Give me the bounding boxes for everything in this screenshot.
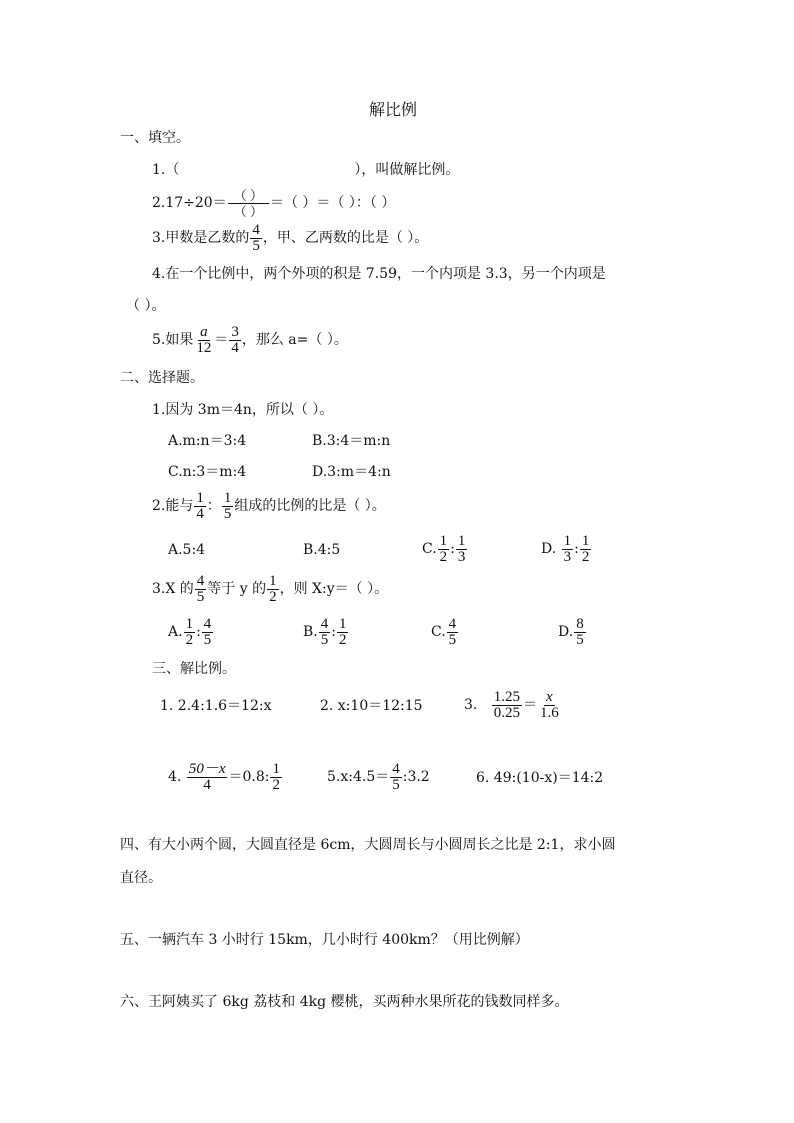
- fill-q1: [152, 161, 459, 179]
- choice-q2-d-sep: :: [574, 541, 579, 557]
- choice-q3-b-frac2: [337, 617, 349, 648]
- choice-q2-c-n1: 1: [439, 532, 448, 549]
- choice-q3-a-d1: 2: [185, 631, 194, 648]
- fill-q1-post: ），叫做解比例。: [354, 162, 460, 178]
- choice-q2-pre: 2.能与: [152, 498, 194, 514]
- section-1-heading: 一、填空。: [120, 130, 190, 146]
- proportion-6: 6. 49:(10-x)＝14:2: [476, 770, 604, 786]
- choice-q2-d-n2: 1: [581, 532, 590, 549]
- choice-q2-d-label: D.: [541, 541, 557, 557]
- proportion-3-eq: ＝: [522, 697, 537, 713]
- proportion-1: 1. 2.4:1.6＝12:x: [160, 698, 272, 714]
- choice-q2-option-c: [422, 532, 468, 566]
- proportion-3-frac2: [538, 690, 561, 721]
- section-3-heading: 三、解比例。: [152, 661, 236, 677]
- choice-q3-mid: 等于 y 的: [207, 581, 267, 597]
- choice-q3-c-n: 4: [448, 615, 457, 632]
- proportion-5-d: 5: [392, 776, 400, 793]
- choice-q2-c-d1: 2: [439, 548, 448, 565]
- choice-q3-frac1: [195, 574, 207, 605]
- fill-q5-pre: 5.如果: [152, 332, 194, 348]
- choice-q1-option-b: B.3:4＝m:n: [312, 433, 391, 449]
- choice-q2-sep: ：: [206, 498, 221, 514]
- fill-q2-num: （ ）: [228, 188, 269, 204]
- proportion-3-n1: 1.25: [493, 688, 520, 705]
- choice-q3-a-frac2: [202, 617, 214, 648]
- choice-q2-c-n2: 1: [457, 532, 466, 549]
- choice-q2-den2: 5: [223, 505, 232, 522]
- choice-q3-d-label: D.: [558, 624, 574, 640]
- proportion-5-pre: 5.x:4.5＝: [327, 769, 390, 785]
- choice-q3-post: ，则 X:y＝（ ）。: [279, 581, 389, 597]
- choice-q3-b-sep: :: [331, 624, 336, 640]
- section-2-heading: 二、选择题。: [120, 370, 204, 386]
- choice-q2-option-a: A.5:4: [168, 542, 206, 558]
- choice-q2-d-frac2: [580, 534, 592, 565]
- fill-q4-line1: 4.在一个比例中，两个外项的积是 7.59，一个内项是 3.3，另一个内项是: [152, 266, 606, 282]
- fill-q3-pre: 3.甲数是乙数的: [152, 230, 250, 246]
- choice-q2-c-d2: 3: [457, 548, 466, 565]
- choice-q3-a-label: A.: [168, 624, 183, 640]
- choice-q2-d-frac1: [562, 534, 574, 565]
- choice-q2-c-label: C.: [422, 541, 437, 557]
- choice-q3-b-n2: 1: [338, 615, 347, 632]
- choice-q3-stem: [152, 572, 388, 606]
- fill-q2-den: （ ）: [233, 203, 263, 219]
- choice-q3-d-d: 5: [576, 631, 584, 648]
- choice-q2-frac1: [194, 491, 206, 522]
- fill-q5-frac1: [194, 325, 213, 356]
- proportion-5-frac: [390, 762, 402, 793]
- fill-q3-post: ，甲、乙两数的比是（ ）。: [262, 230, 429, 246]
- choice-q2-num2: 1: [223, 489, 232, 506]
- choice-q3-a-n2: 4: [203, 615, 212, 632]
- choice-q3-c-frac: [447, 617, 459, 648]
- proportion-5-post: :3.2: [402, 769, 430, 785]
- proportion-5: [327, 760, 430, 794]
- proportion-4-n2: 1: [272, 760, 280, 777]
- choice-q1-stem: 1.因为 3m＝4n，所以（ ）。: [152, 402, 334, 418]
- choice-q2-den1: 4: [196, 505, 204, 522]
- fill-q5-den1: 12: [196, 339, 212, 356]
- choice-q2-c-frac1: [438, 534, 450, 565]
- choice-q2-frac2: [222, 491, 234, 522]
- fill-q2-post: ＝（ ）＝（ ）：（ ）: [269, 195, 396, 211]
- choice-q3-num2: 1: [269, 572, 277, 589]
- choice-q2-stem: [152, 489, 386, 523]
- proportion-3-label: 3.: [464, 697, 478, 713]
- choice-q3-b-d2: 2: [338, 631, 347, 648]
- proportion-5-n: 4: [392, 760, 400, 777]
- fill-q5: [152, 323, 348, 357]
- fill-q1-pre: 1.（: [152, 162, 180, 178]
- choice-q2-d-d1: 3: [563, 548, 572, 565]
- fill-q4-line2: （ ）。: [126, 298, 166, 314]
- problem-6: 六、王阿姨买了 6kg 荔枝和 4kg 樱桃，买两种水果所花的钱数同样多。: [120, 994, 569, 1010]
- choice-q3-pre: 3.X 的: [152, 581, 194, 597]
- fill-q5-post: ，那么 a=（ ）。: [241, 332, 348, 348]
- choice-q3-den1: 5: [196, 588, 205, 605]
- choice-q3-b-label: B.: [303, 624, 318, 640]
- fill-q5-num1: a: [200, 323, 208, 340]
- choice-q3-a-frac1: [184, 617, 196, 648]
- choice-q3-b-d1: 5: [320, 631, 329, 648]
- fill-q5-frac2: [229, 325, 241, 356]
- choice-q3-option-d: [558, 615, 587, 649]
- choice-q3-d-frac: [574, 617, 586, 648]
- proportion-2: 2. x:10＝12:15: [320, 698, 423, 714]
- choice-q3-num1: 4: [196, 572, 205, 589]
- choice-q2-option-d: [541, 532, 592, 566]
- proportion-4: [168, 760, 283, 794]
- fill-q2-fraction: [228, 188, 269, 219]
- fill-q2-pre: 2.17÷20＝: [152, 195, 227, 211]
- proportion-3-frac1: [492, 690, 522, 721]
- choice-q2-num1: 1: [196, 489, 204, 506]
- fill-q3-fraction: [250, 223, 262, 254]
- choice-q3-b-frac1: [319, 617, 331, 648]
- proportion-3-n2: x: [546, 688, 553, 705]
- choice-q3-frac2: [267, 574, 279, 605]
- choice-q2-option-b: B.4:5: [303, 542, 341, 558]
- proportion-4-d1: 4: [203, 776, 211, 793]
- choice-q2-d-n1: 1: [563, 532, 572, 549]
- choice-q1-option-c: C.n:3＝m:4: [168, 464, 247, 480]
- fill-q5-den2: 4: [231, 339, 239, 356]
- fill-q5-num2: 3: [231, 323, 239, 340]
- fill-q3-den: 5: [252, 237, 260, 254]
- page-title: 解比例: [369, 100, 418, 119]
- choice-q2-post: 组成的比例的比是（ ）。: [234, 498, 386, 514]
- proportion-3: [464, 688, 562, 722]
- choice-q2-d-d2: 2: [581, 548, 590, 565]
- choice-q3-c-label: C.: [431, 624, 446, 640]
- fill-q2: [152, 186, 395, 220]
- choice-q3-b-n1: 4: [320, 615, 329, 632]
- choice-q3-option-a: [168, 615, 214, 649]
- fill-q3: [152, 221, 428, 255]
- choice-q1-option-d: D.3:m＝4:n: [312, 464, 391, 480]
- proportion-3-d1: 0.25: [493, 704, 520, 721]
- choice-q3-c-d: 5: [448, 631, 457, 648]
- proportion-4-mid: ＝0.8:: [228, 769, 270, 785]
- choice-q3-option-b: [303, 615, 349, 649]
- proportion-4-label: 4.: [168, 769, 182, 785]
- proportion-4-d2: 2: [272, 776, 280, 793]
- problem-5: 五、一辆汽车 3 小时行 15km，几小时行 400km？（用比例解）: [120, 932, 529, 948]
- choice-q3-a-n1: 1: [185, 615, 194, 632]
- choice-q3-a-d2: 5: [203, 631, 212, 648]
- choice-q2-c-frac2: [456, 534, 468, 565]
- proportion-4-n1: 50－x: [188, 760, 226, 777]
- choice-q3-d-n: 8: [576, 615, 584, 632]
- choice-q3-a-sep: :: [196, 624, 201, 640]
- proportion-3-d2: 1.6: [539, 704, 559, 721]
- choice-q3-option-c: [431, 615, 459, 649]
- choice-q2-c-sep: :: [450, 541, 455, 557]
- choice-q1-option-a: A.m:n＝3:4: [168, 433, 247, 449]
- fill-q3-num: 4: [252, 221, 260, 238]
- proportion-4-frac1: [187, 762, 228, 793]
- problem-4-line2: 直径。: [120, 870, 162, 886]
- problem-4-line1: 四、有大小两个圆，大圆直径是 6cm，大圆周长与小圆周长之比是 2:1，求小圆: [120, 837, 616, 853]
- choice-q3-den2: 2: [269, 588, 277, 605]
- fill-q5-eq: ＝: [214, 332, 229, 348]
- proportion-4-frac2: [270, 762, 282, 793]
